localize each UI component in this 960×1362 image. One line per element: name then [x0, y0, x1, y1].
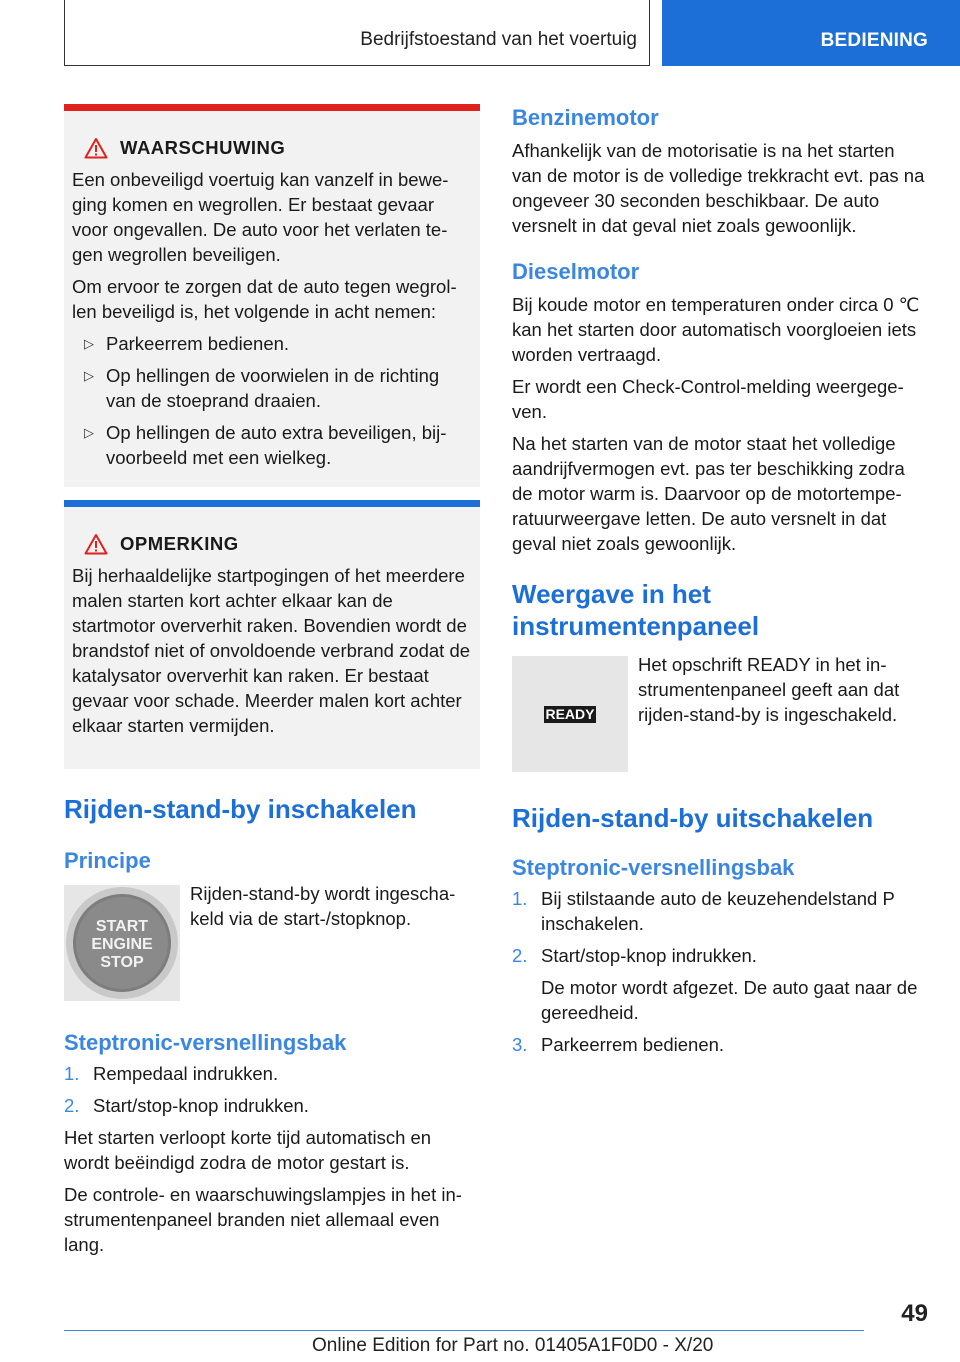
right-column: [512, 104, 928, 1064]
step-item: 2. Start/stop-knop indrukken.: [64, 1095, 309, 1116]
activate-after-1: Het starten verloopt korte tijd automatisch en wordt beëindigd zodra de motor gestart is.: [64, 1127, 432, 1173]
step-result: De motor wordt afgezet. De auto gaat naar de gereedheid.: [541, 977, 918, 1023]
start-engine-stop-icon: [64, 885, 180, 1001]
warning-list-item: ▷ Op hellingen de voorwielen in de richting van de stoeprand draaien.: [72, 363, 472, 413]
button-text-stop: STOP: [100, 954, 144, 971]
bullet-triangle-icon: ▷: [84, 425, 94, 440]
principle-text: Rijden-stand-by wordt ingeschakeld via de start-/stopknop.: [190, 883, 456, 929]
header-section-title: Bedrijfstoestand van het voertuig: [360, 29, 637, 50]
ready-indicator-image: [512, 656, 628, 772]
subheading-diesel: Dieselmotor: [512, 259, 640, 284]
diesel-paragraph-3: Na het starten van de motor staat het volledige aandrijfvermogen evt. pas ter beschikking zodra de motor warm is. Daarvoor op de motortemperatuurweergave letten. De auto versnelt in dat geval niet zoals gewoonlijk.: [512, 433, 905, 554]
footer-divider: [64, 1330, 864, 1331]
diesel-paragraph-2: Er wordt een Check-Control-melding weergegeven.: [512, 376, 904, 422]
left-column: [64, 104, 480, 1264]
warning-list: [72, 331, 472, 470]
note-paragraph: Bij herhaaldelijke startpogingen of het meerdere malen starten kort achter elkaar kan de startmotor oververhit raken. Bovendien wordt de brandstof niet of onvoldoende verbrand zodat de katalysator oververhit kan raken. Er bestaat gevaar voor schade. Meerder malen kort achter elkaar starten vermijden.: [72, 565, 471, 736]
warning-box: [64, 104, 480, 487]
step-item: 2. Start/stop-knop indrukken.: [512, 945, 757, 966]
subheading-principle: Principe: [64, 848, 151, 873]
activate-after-2: De controle- en waarschuwingslampjes in het instrumentenpaneel branden niet allemaal even lang.: [64, 1184, 462, 1255]
subheading-steptronic-right: Steptronic-versnellingsbak: [512, 855, 795, 880]
warning-paragraph-1: Een onbeveiligd voertuig kan vanzelf in beweging komen en wegrollen. Er bestaat gevaar voor ongevallen. De auto voor het verlaten tegen wegrollen beveiligen.: [72, 169, 449, 265]
section-heading-display: Weergave in het instrumentenpaneel: [512, 579, 760, 641]
principle-row: [64, 885, 480, 1001]
ready-label: READY: [545, 706, 595, 722]
warning-list-item: ▷ Parkeerrem bedienen.: [72, 331, 472, 356]
section-heading-deactivate: Rijden-stand-by uitschakelen: [512, 803, 874, 833]
warning-triangle-icon: [84, 137, 108, 159]
deactivate-steps: [512, 886, 928, 1057]
section-heading-activate: Rijden-stand-by inschakelen: [64, 794, 417, 824]
display-row: [512, 656, 928, 772]
edition-text: Online Edition for Part no. 01405A1F0D0 - X/20: [312, 1335, 714, 1356]
warning-list-item: ▷ Op hellingen de auto extra beveiligen, bijvoorbeeld met een wielkeg.: [72, 420, 472, 470]
chapter-label: BEDIENING: [820, 30, 928, 51]
note-title: OPMERKING: [120, 533, 239, 554]
subheading-steptronic-left: Steptronic-versnellingsbak: [64, 1030, 347, 1055]
note-box: [64, 500, 480, 769]
ready-display-icon: [512, 656, 628, 772]
step-item: 3. Parkeerrem bedienen.: [512, 1034, 725, 1055]
button-text-engine: ENGINE: [91, 936, 153, 953]
page-number: 49: [901, 1300, 928, 1327]
display-text: Het opschrift READY in het instrumentenpaneel geeft aan dat rijden-stand-by is ingeschakeld.: [638, 654, 900, 725]
warning-title-row: [72, 137, 472, 159]
note-title-row: [72, 533, 472, 555]
step-item: 1. Rempedaal indrukken.: [64, 1063, 279, 1084]
petrol-text: Afhankelijk van de motorisatie is na het starten van de motor is de volledige trekkracht evt. pas na ongeveer 30 seconden beschikbaar. De auto versnelt in dat geval niet zoals gewoonlijk.: [512, 140, 925, 236]
warning-title: WAARSCHUWING: [120, 137, 286, 158]
warning-triangle-icon: [84, 533, 108, 555]
subheading-petrol: Benzinemotor: [512, 105, 659, 130]
chapter-tab: [662, 0, 960, 66]
bullet-triangle-icon: ▷: [84, 368, 94, 383]
running-header: [64, 0, 650, 66]
activate-steps: [64, 1061, 480, 1118]
step-item: 1. Bij stilstaande auto de keuzehendelstand P inschakelen.: [512, 888, 895, 934]
bullet-triangle-icon: ▷: [84, 336, 94, 351]
warning-paragraph-2: Om ervoor te zorgen dat de auto tegen wegrollen beveiligd is, het volgende in acht nemen:: [72, 276, 457, 322]
diesel-paragraph-1: Bij koude motor en temperaturen onder circa 0 ℃ kan het starten door automatisch voorgloeien iets worden vertraagd.: [512, 294, 920, 365]
button-text-start: START: [95, 918, 149, 935]
start-stop-button-image: [64, 885, 180, 1001]
